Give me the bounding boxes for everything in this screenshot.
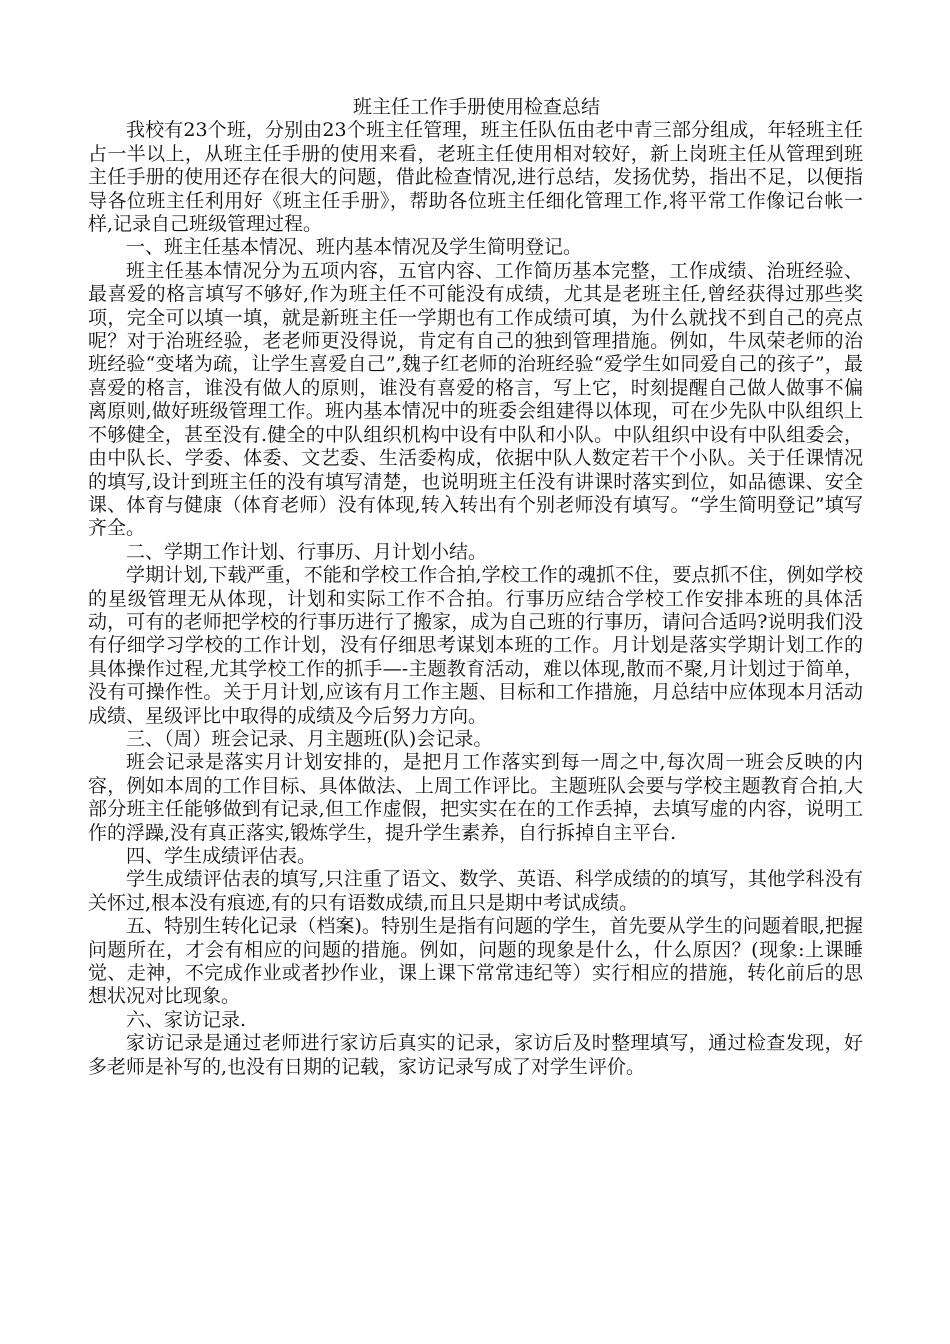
section-heading-4: 四、学生成绩评估表。 [126, 845, 317, 867]
section-heading-2: 二、学期工作计划、行事历、月计划小结。 [126, 540, 488, 563]
document-title: 班主任工作手册使用检查总结 [352, 96, 600, 118]
section-heading-6: 六、家访记录. [126, 1008, 247, 1031]
section-heading-3: 三、（周）班会记录、月主题班(队)会记录。 [126, 727, 493, 750]
section-paragraph-6: 家访记录是通过老师进行家访后真实的记录，家访后及时整理填写，通过检查发现，好多老师是补写的,也没有日期的记载，家访记录写成了对学生评价。 [88, 1032, 863, 1078]
section-paragraph-1: 班主任基本情况分为五项内容，五官内容、工作简历基本完整，工作成绩、治班经验、最喜爱的格言填写不够好,作为班主任不可能没有成绩，尤其是老班主任,曾经获得过那些奖项，完全可以填一填，就是新班主任一学期也有工作成绩可填，为什么就找不到自己的亮点呢？对于治班经验，老老师更没得说，肯定有自己的独到管理措施。例如，牛凤荣老师的治班经验“变堵为疏，让学生喜爱自己”,魏子红老师的治班经验“爱学生如同爱自己的孩子”，最喜爱的格言，谁没有做人的原则，谁没有喜爱的格言，写上它，时刻提醒自己做人做事不偏离原则,做好班级管理工作。班内基本情况中的班委会组建得以体现，可在少先队中队组织上不够健全，甚至没有.健全的中队组织机构中设有中队和小队。中队组织中设有中队组委会，由中队长、学委、体委、文艺委、生活委构成，依据中队人数定若干个小队。关于任课情况的填写,设计到班主任的没有填写清楚，也说明班主任没有讲课时落实到位，如品德课、安全课、体育与健康（体育老师）没有体现,转入转出有个别老师没有填写。“学生简明登记”填写齐全。 [88, 259, 863, 540]
document-page [88, 96, 863, 1079]
section-paragraph-3: 班会记录是落实月计划安排的，是把月工作落实到每一周之中,每次周一班会反映的内容，例如本周的工作目标、具体做法、上周工作评比。主题班队会要与学校主题教育合拍,大部分班主任能够做到有记录,但工作虚假，把实实在在的工作丢掉，去填写虚的内容，说明工作的浮躁,没有真正落实,锻炼学生，提升学生素养，自行拆掉自主平台. [88, 751, 863, 844]
section-paragraph-2: 学期计划,下载严重，不能和学校工作合拍,学校工作的魂抓不住，要点抓不住，例如学校的星级管理无从体现，计划和实际工作不合拍。行事历应结合学校工作安排本班的具体活动，可有的老师把学校的行事历进行了搬家，成为自己班的行事历，请问合适吗?说明我们没有仔细学习学校的工作计划，没有仔细思考谋划本班的工作。月计划是落实学期计划工作的具体操作过程,尤其学校工作的抓手—-主题教育活动，难以体现,散而不聚,月计划过于简单，没有可操作性。关于月计划,应该有月工作主题、目标和工作措施，月总结中应体现本月活动成绩、星级评比中取得的成绩及今后努力方向。 [88, 564, 863, 727]
section-paragraph-4: 学生成绩评估表的填写,只注重了语文、数学、英语、科学成绩的的填写，其他学科没有关怀过,根本没有痕迹,有的只有语数成绩,而且只是期中考试成绩。 [88, 868, 863, 914]
section-paragraph-5: 五、特别生转化记录（档案)。特别生是指有问题的学生，首先要从学生的问题着眼,把握问题所在，才会有相应的问题的措施。例如，问题的现象是什么，什么原因？(现象:上课睡觉、走神，不完成作业或者抄作业，课上课下常常违纪等）实行相应的措施，转化前后的思想状况对比现象。 [88, 915, 863, 1008]
intro-paragraph: 我校有23个班，分别由23个班主任管理，班主任队伍由老中青三部分组成，年轻班主任占一半以上，从班主任手册的使用来看，老班主任使用相对较好，新上岗班主任从管理到班主任手册的使用还存在很大的问题，借此检查情况,进行总结，发扬优势，指出不足，以便指导各位班主任利用好《班主任手册》，帮助各位班主任细化管理工作,将平常工作像记台帐一样,记录自己班级管理过程。 [88, 119, 863, 236]
section-heading-1: 一、班主任基本情况、班内基本情况及学生简明登记。 [126, 236, 583, 259]
